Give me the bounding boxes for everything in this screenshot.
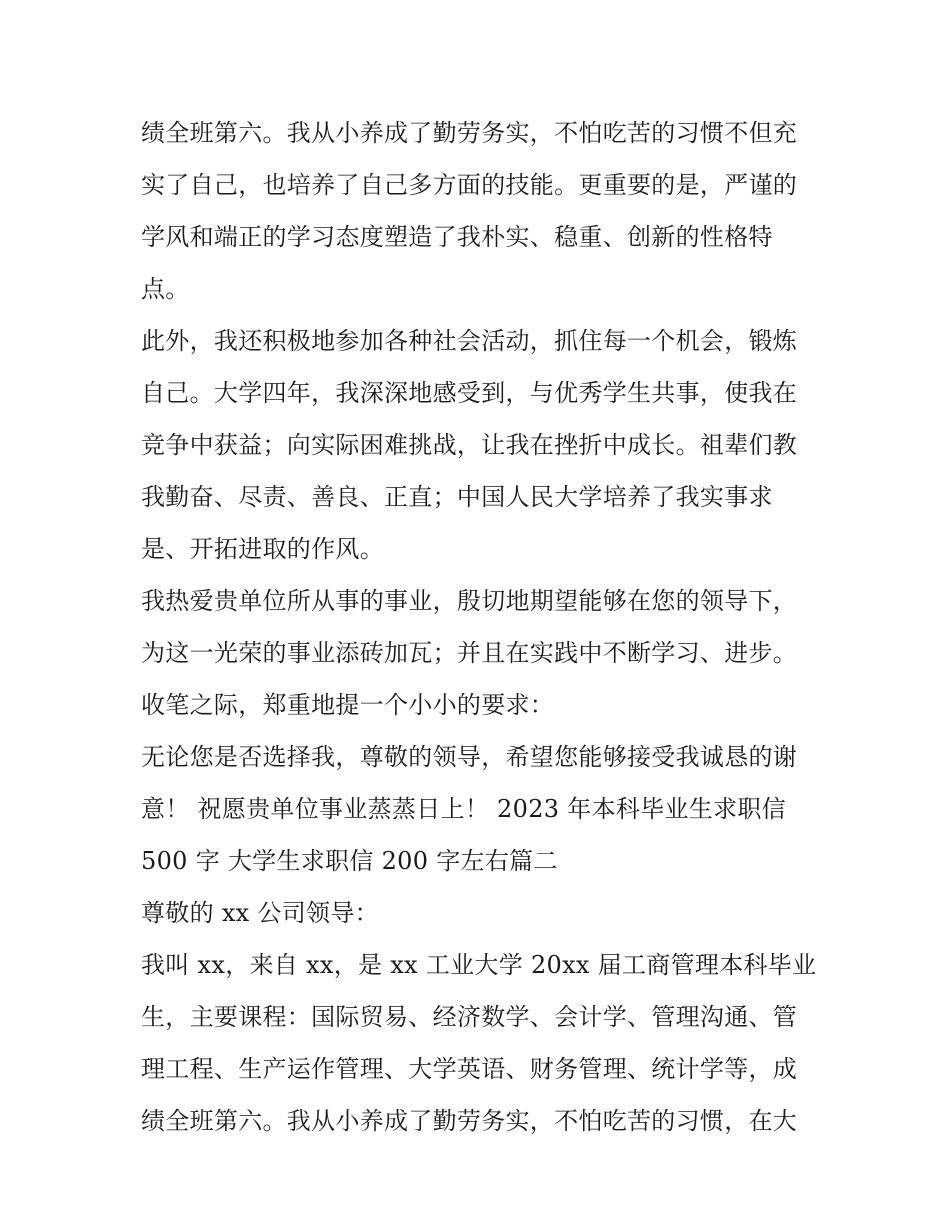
text-line: 无论您是否选择我，尊敬的领导，希望您能够接受我诚恳的谢: [141, 743, 798, 771]
text-line: 我叫 xx，来自 xx，是 xx 工业大学 20xx 届工商管理本科毕业: [141, 951, 817, 979]
text-line: 点。: [141, 275, 190, 303]
text-line: 收笔之际，郑重地提一个小小的要求：: [141, 691, 555, 719]
text-line: 意！ 祝愿贵单位事业蒸蒸日上！ 2023 年本科毕业生求职信: [141, 795, 786, 823]
text-line: 我热爱贵单位所从事的事业，殷切地期望能够在您的领导下，: [141, 587, 798, 615]
text-line: 绩全班第六。我从小养成了勤劳务实，不怕吃苦的习惯不但充: [141, 119, 798, 147]
text-line: 是、开拓进取的作风。: [141, 535, 384, 563]
text-line: 绩全班第六。我从小养成了勤劳务实，不怕吃苦的习惯，在大: [141, 1107, 798, 1135]
text-line: 学风和端正的学习态度塑造了我朴实、稳重、创新的性格特: [141, 223, 773, 251]
body-text: [141, 107, 821, 1147]
text-line: 500 字 大学生求职信 200 字左右篇二: [141, 847, 558, 875]
text-line: 实了自己，也培养了自己多方面的技能。更重要的是，严谨的: [141, 171, 798, 199]
text-line: 自己。大学四年，我深深地感受到，与优秀学生共事，使我在: [141, 379, 798, 407]
text-line: 我勤奋、尽责、善良、正直；中国人民大学培养了我实事求: [141, 483, 773, 511]
text-line: 生，主要课程：国际贸易、经济数学、会计学、管理沟通、管: [141, 1003, 798, 1031]
text-line: 为这一光荣的事业添砖加瓦；并且在实践中不断学习、进步。: [141, 639, 798, 667]
text-line: 此外，我还积极地参加各种社会活动，抓住每一个机会，锻炼: [141, 327, 798, 355]
text-line: 理工程、生产运作管理、大学英语、财务管理、统计学等，成: [141, 1055, 798, 1083]
text-line: 尊敬的 xx 公司领导：: [141, 899, 379, 927]
text-line: 竞争中获益；向实际困难挑战，让我在挫折中成长。祖辈们教: [141, 431, 798, 459]
